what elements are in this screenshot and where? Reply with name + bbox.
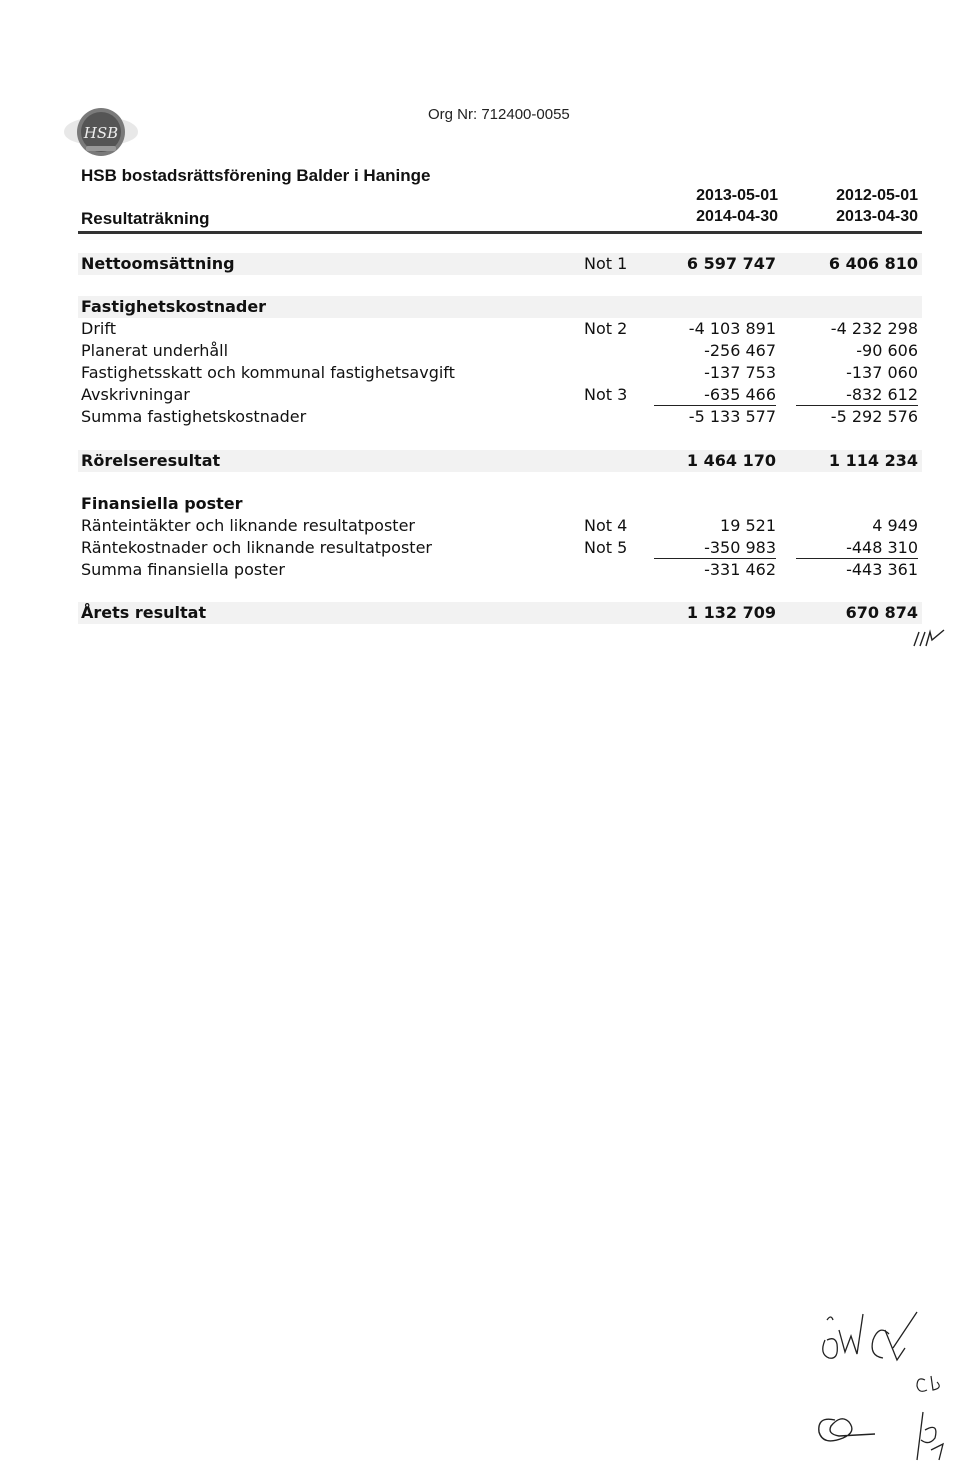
row-value-previous: -4 232 298 <box>830 319 918 338</box>
row-value-current: -331 462 <box>704 560 776 579</box>
period-1-end: 2014-04-30 <box>696 208 778 225</box>
row-label: Fastighetsskatt och kommunal fastighetsavgift <box>81 363 455 382</box>
association-name: HSB bostadsrättsförening Balder i Haninge <box>81 166 431 185</box>
row-value-previous: -443 361 <box>846 560 918 579</box>
row-value-previous: -5 292 576 <box>830 407 918 426</box>
section-heading: Fastighetskostnader <box>81 297 267 316</box>
row-label: Summa finansiella poster <box>81 560 285 579</box>
row-label: Räntekostnader och liknande resultatposter <box>81 538 432 557</box>
row-summa-finansiella <box>78 559 922 581</box>
section-finansiella-poster <box>78 493 922 515</box>
hsb-logo <box>58 102 144 160</box>
row-value-current: -256 467 <box>704 341 776 360</box>
row-label: Ränteintäkter och liknande resultatposter <box>81 516 415 535</box>
row-nettoomsattning <box>78 253 922 275</box>
handwritten-initials-icon <box>910 620 950 650</box>
row-value-current: -350 983 <box>704 538 776 557</box>
row-value-previous: 6 406 810 <box>828 254 918 273</box>
row-label: Rörelseresultat <box>81 451 221 470</box>
row-note: Not 1 <box>584 254 628 273</box>
row-value-current: 1 464 170 <box>686 451 776 470</box>
row-value-current: 19 521 <box>720 516 776 535</box>
row-summa-fastighetskostnader <box>78 406 922 428</box>
row-value-current: -4 103 891 <box>688 319 776 338</box>
handwritten-signatures-icon <box>805 1300 955 1470</box>
row-value-previous: -832 612 <box>846 385 918 404</box>
row-arets-resultat <box>78 602 922 624</box>
row-note: Not 5 <box>584 538 628 557</box>
row-note: Not 2 <box>584 319 628 338</box>
org-number: Org Nr: 712400-0055 <box>428 106 570 123</box>
row-value-previous: 1 114 234 <box>828 451 918 470</box>
row-avskrivningar <box>78 384 922 406</box>
period-2-end: 2013-04-30 <box>836 208 918 225</box>
row-value-current: -635 466 <box>704 385 776 404</box>
row-value-previous: -137 060 <box>846 363 918 382</box>
row-label: Årets resultat <box>81 603 207 622</box>
row-rorelseresultat <box>78 450 922 472</box>
header-rule <box>78 231 922 234</box>
row-planerat-underhall <box>78 340 922 362</box>
row-rantekostnader <box>78 537 922 559</box>
row-label: Nettoomsättning <box>81 254 235 273</box>
row-drift <box>78 318 922 340</box>
row-note: Not 4 <box>584 516 628 535</box>
row-value-previous: -90 606 <box>856 341 918 360</box>
row-ranteintakter <box>78 515 922 537</box>
row-label: Drift <box>81 319 116 338</box>
period-2-start: 2012-05-01 <box>836 187 918 204</box>
row-label: Summa fastighetskostnader <box>81 407 307 426</box>
row-value-current: 6 597 747 <box>686 254 776 273</box>
row-label: Planerat underhåll <box>81 341 229 360</box>
section-heading: Finansiella poster <box>81 494 243 513</box>
row-value-current: -137 753 <box>704 363 776 382</box>
row-value-current: 1 132 709 <box>686 603 776 622</box>
row-value-previous: 4 949 <box>872 516 918 535</box>
svg-text:HSB: HSB <box>83 124 119 142</box>
row-label: Avskrivningar <box>81 385 190 404</box>
document-title: Resultaträkning <box>81 209 210 228</box>
section-fastighetskostnader <box>78 296 922 318</box>
row-note: Not 3 <box>584 385 628 404</box>
row-value-current: -5 133 577 <box>688 407 776 426</box>
row-value-previous: -448 310 <box>846 538 918 557</box>
row-fastighetsskatt <box>78 362 922 384</box>
period-1-start: 2013-05-01 <box>696 187 778 204</box>
row-value-previous: 670 874 <box>845 603 918 622</box>
